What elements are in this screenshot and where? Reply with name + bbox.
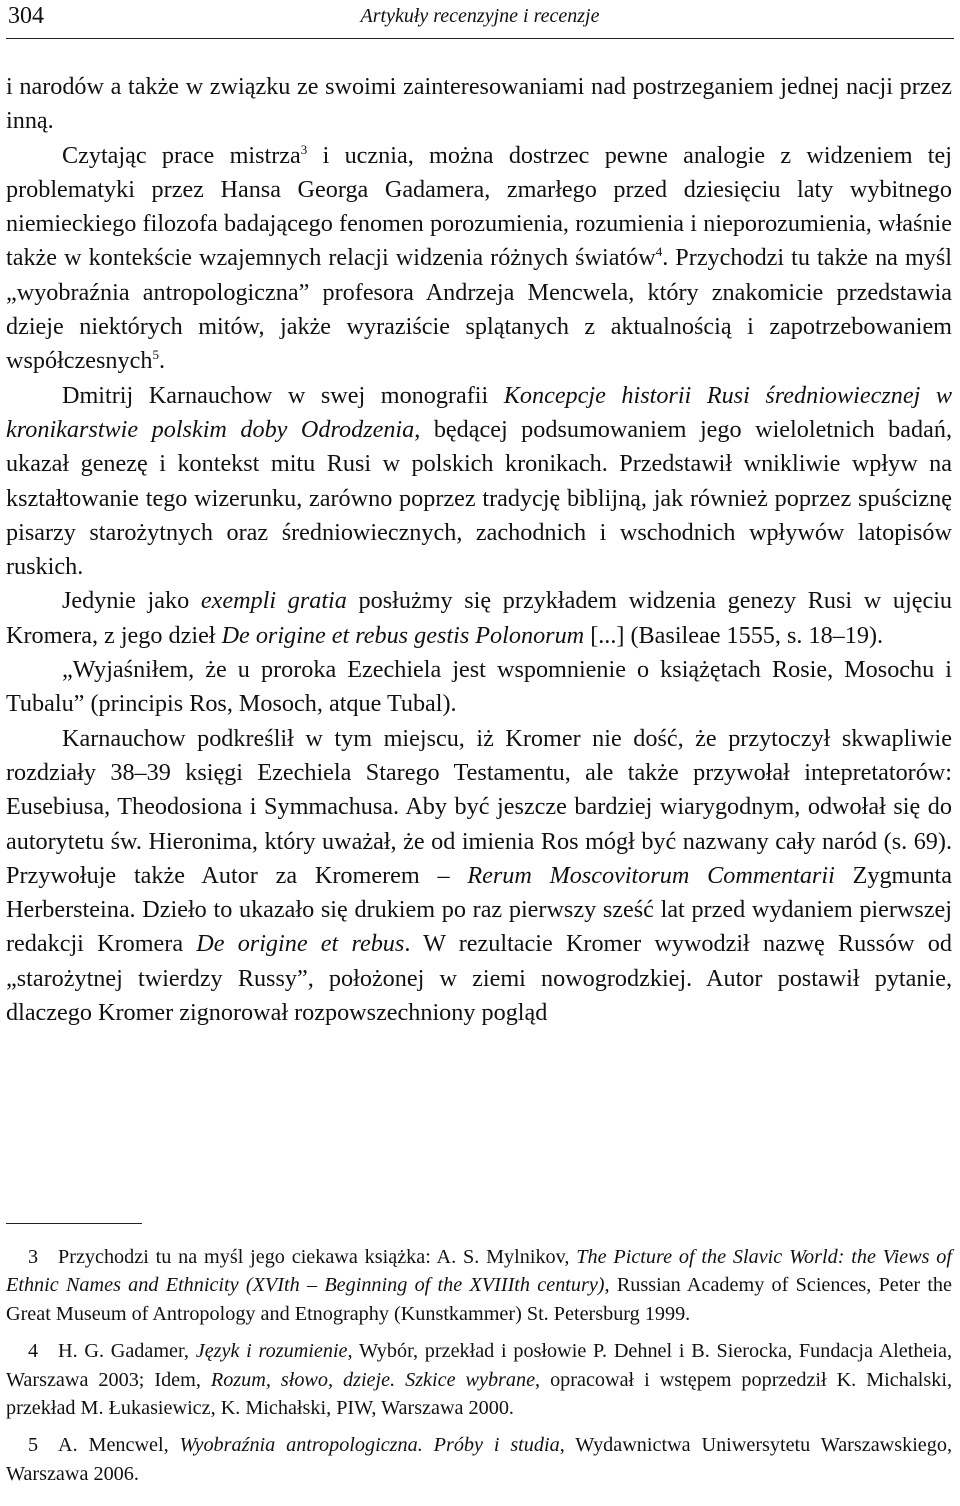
footnote-rule — [6, 1223, 142, 1224]
text-segment: Przychodzi tu na myśl jego ciekawa książka: A. S. Mylnikov, — [58, 1246, 577, 1268]
footnote-5 — [6, 1431, 952, 1488]
work-title: Język i rozumienie — [195, 1340, 348, 1363]
footnote-4 — [6, 1337, 952, 1422]
work-title: De origine et rebus gestis Polonorum — [221, 621, 585, 649]
paragraph-5-quote: „Wyjaśniłem, że u proroka Ezechiela jest wspomnienie o książętach Rosie, Mosochu i Tubalu” (principis Ros, Mosoch, atque Tubal). — [6, 656, 952, 718]
text-segment: Dmitrij Karnauchow w swej monografii — [62, 381, 504, 409]
page-header — [6, 0, 954, 40]
text-segment: . W rezultacie Kromer wywodził nazwę Russów od „starożytnej twierdzy Russy”, położonej w ziemi nowogrodzkiej. Autor postawił pytanie, dlaczego Kromer zignorował rozpowszechniony pogląd — [6, 930, 952, 1027]
work-title: Rerum Moscovitorum Commentarii — [467, 861, 835, 889]
footnote-3 — [6, 1243, 952, 1328]
running-title: Artykuły recenzyjne i recenzje — [360, 5, 600, 27]
footnote-number: 5 — [28, 1434, 39, 1457]
footnote-number: 3 — [28, 1246, 39, 1268]
footnote-ref-5[interactable]: 5 — [152, 347, 159, 363]
text-segment: , Wydawnictwa Uniwersytetu Warszawskiego, Warszawa 2006. — [6, 1434, 952, 1485]
work-title: The Picture of the Slavic World: the Views of Ethnic Names and Ethnicity (XVIth – Beginning of the XVIIIth century) — [6, 1246, 952, 1297]
text-segment: Zygmunta Herbersteina. Dzieło to ukazało się drukiem po raz pierwszy sześć lat przed wydaniem pierwszej redakcji Kromera — [6, 861, 953, 958]
work-title: Wyobraźnia antropologiczna. Próby i studia — [179, 1434, 560, 1457]
text-segment: posłużmy się przykładem widzenia genezy Rusi w ujęciu Kromera, z jego dzieł — [6, 587, 953, 649]
footnote-number: 4 — [28, 1340, 39, 1363]
text-segment: i ucznia, można dostrzec pewne analogie z widzeniem tej problematyki przez Hansa Georga Gadamera, zmarłego przed dziesięciu laty wybitnego niemieckiego filozofa badającego fenomen porozumienia, rozumienia i nieporozumienia, właśnie także w kontekście wzajemnych relacji widzenia różnych światów — [6, 141, 952, 272]
text-segment: . Przychodzi tu także na myśl „wyobraźnia antropologiczna” profesora Andrzeja Mencwela, który znakomicie przedstawia dzieje niektórych mitów, jakże wyraziście splątanych z aktualnością i zapotrzebowaniem współczesnych — [6, 244, 953, 375]
paragraph-3 — [6, 379, 952, 585]
work-title: Rozum, słowo, dzieje. Szkice wybrane — [210, 1368, 536, 1391]
text-segment: Jedynie jako — [62, 587, 201, 615]
page-number: 304 — [8, 3, 44, 29]
text-segment: , Wybór, przekład i posłowie P. Dehnel i B. Sierocka, Fundacja Aletheia, Warszawa 2003; Idem, — [6, 1340, 952, 1391]
text-segment: , będącej podsumowaniem jego wieloletnich badań, ukazał genezę i kontekst mitu Rusi w polskich kronikach. Przedstawił wnikliwie wpływ na kształtowanie tego wizerunku, zarówno poprzez tradycję biblijną, jak również poprzez spuściznę pisarzy starożytnych oraz średniowiecznych, zachodnich i wschodnich wpływów latopisów ruskich. — [6, 415, 952, 581]
paragraph-2 — [6, 139, 952, 379]
text-segment: [...] (Basileae 1555, s. 18–19). — [584, 621, 884, 649]
footnotes — [6, 1243, 952, 1497]
text-segment: Czytając prace mistrza — [62, 141, 301, 169]
book-title: Koncepcje historii Rusi średniowiecznej w kronikarstwie polskim doby Odrodzenia — [6, 381, 952, 443]
text-segment: , opracował i wstępem poprzedził K. Michalski, przekład M. Łukasiewicz, K. Michałski, PIW, Warszawa 2000. — [6, 1368, 952, 1420]
paragraph-1: i narodów a także w związku ze swoimi zainteresowaniami nad postrzeganiem jednej nacji przez inną. — [6, 73, 952, 135]
work-title: De origine et rebus — [196, 930, 405, 958]
footnote-ref-4[interactable]: 4 — [655, 244, 663, 260]
paragraph-4 — [6, 584, 952, 653]
text-segment: , Russian Academy of Sciences, Peter the Great Museum of Antropology and Etnography (Kunstkammer) St. Petersburg 1999. — [6, 1274, 952, 1325]
text-segment: H. G. Gadamer, — [58, 1340, 196, 1363]
text-segment: A. Mencwel, — [58, 1434, 180, 1457]
paragraph-6 — [6, 722, 952, 1031]
header-rule — [6, 38, 954, 39]
body-text — [6, 70, 952, 1030]
text-segment: . — [158, 347, 165, 375]
latin-phrase: exempli gratia — [200, 587, 347, 615]
footnote-ref-3[interactable]: 3 — [300, 141, 308, 157]
text-segment: Karnauchow podkreślił w tym miejscu, iż Kromer nie dość, że przytoczył skwapliwie rozdziały 38–39 księgi Ezechiela Starego Testamentu, ale także przywołał intepretatorów: Eusebiusa, Theodosiona i Symmachusa. Aby być jeszcze bardziej wiarygodnym, odwołał się do autorytetu św. Hieronima, który uważał, że od imienia Ros mógł być nazwany cały naród (s. 69). Przywołuje także Autor za Kromerem – — [6, 724, 952, 889]
